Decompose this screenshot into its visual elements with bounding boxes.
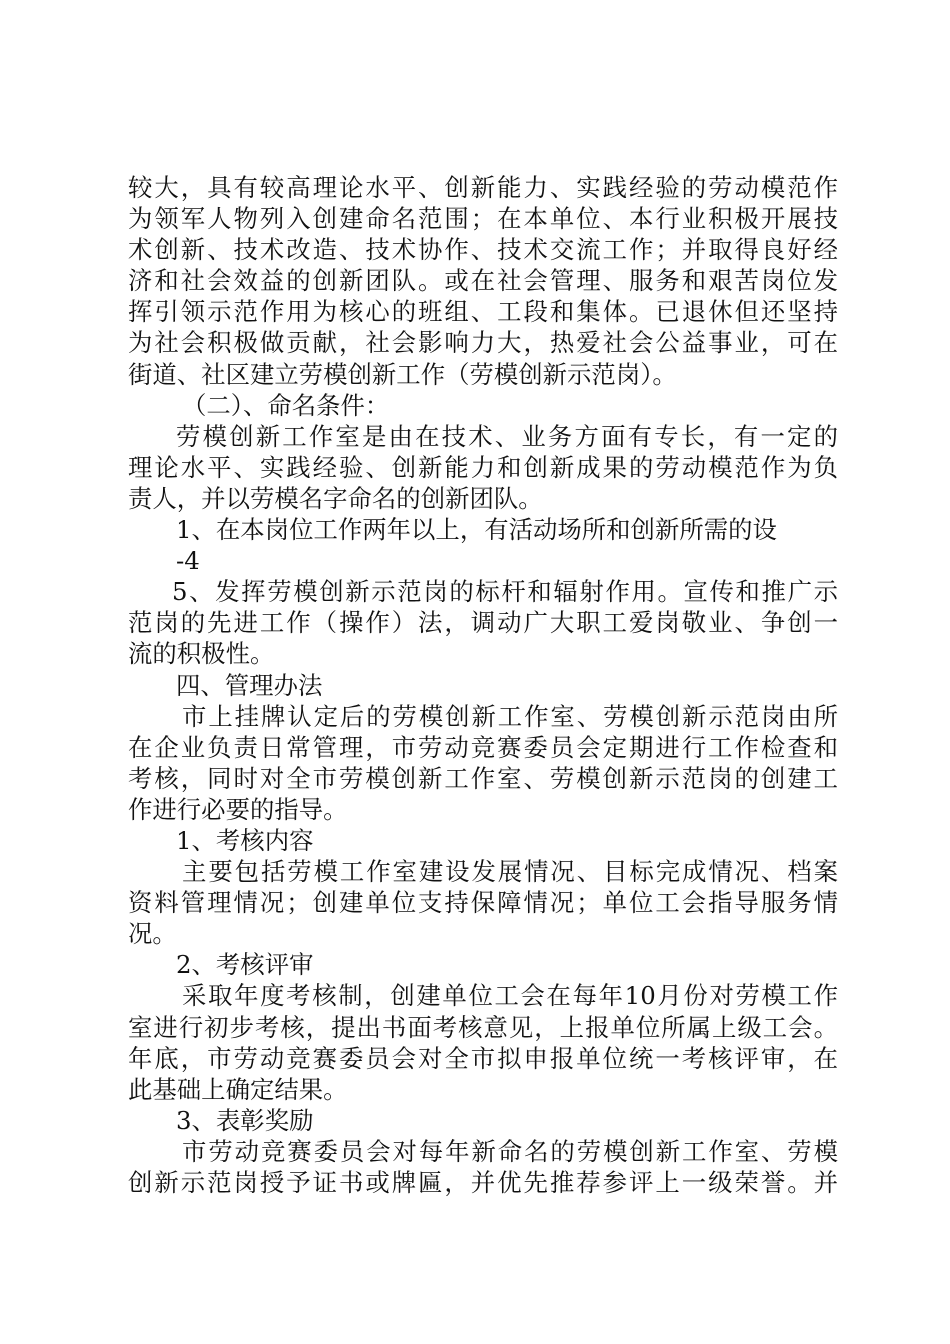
text-line: 3、表彰奖励 <box>176 1105 314 1135</box>
text-line: 术创新、技术改造、技术协作、技术交流工作；并取得良好经 <box>128 235 838 265</box>
text-line: 理论水平、实践经验、创新能力和创新成果的劳动模范作为负 <box>128 452 838 482</box>
text-line: 市劳动竞赛委员会对每年新命名的劳模创新工作室、劳模 <box>182 1136 838 1166</box>
text-line: 1、在本岗位工作两年以上，有活动场所和创新所需的设 <box>176 515 777 545</box>
text-line: 四、管理办法 <box>176 670 323 700</box>
text-line: 责人，并以劳模名字命名的创新团队。 <box>128 483 543 513</box>
text-line: 范岗的先进工作（操作）法，调动广大职工爱岗敬业、争创一 <box>128 608 838 638</box>
text-line: 2、考核评审 <box>176 950 314 980</box>
text-line: 考核，同时对全市劳模创新工作室、劳模创新示范岗的创建工 <box>128 763 838 793</box>
text-line: 济和社会效益的创新团队。或在社会管理、服务和艰苦岗位发 <box>128 266 838 296</box>
text-line: （二）、命名条件： <box>182 390 390 420</box>
text-line: 劳模创新工作室是由在技术、业务方面有专长，有一定的 <box>176 421 838 451</box>
text-line: 此基础上确定结果。 <box>128 1074 348 1104</box>
text-line: 为社会积极做贡献，社会影响力大，热爱社会公益事业，可在 <box>128 328 838 358</box>
text-line: 采取年度考核制，创建单位工会在每年10月份对劳模工作 <box>182 981 838 1011</box>
text-line: 资料管理情况；创建单位支持保障情况；单位工会指导服务情 <box>128 888 838 918</box>
text-line: 5、发挥劳模创新示范岗的标杆和辐射作用。宣传和推广示 <box>172 577 838 607</box>
text-line: 街道、社区建立劳模创新工作（劳模创新示范岗）。 <box>128 359 677 389</box>
text-line: 为领军人物列入创建命名范围；在本单位、本行业积极开展技 <box>128 204 838 234</box>
text-line: 作进行必要的指导。 <box>128 794 348 824</box>
text-line: 挥引领示范作用为核心的班组、工段和集体。已退休但还坚持 <box>128 297 838 327</box>
text-line: 室进行初步考核，提出书面考核意见，上报单位所属上级工会。 <box>128 1012 838 1042</box>
text-line: -4 <box>176 546 200 576</box>
text-line: 主要包括劳模工作室建设发展情况、目标完成情况、档案 <box>182 857 838 887</box>
text-line: 1、考核内容 <box>176 825 314 855</box>
text-line: 在企业负责日常管理，市劳动竞赛委员会定期进行工作检查和 <box>128 732 838 762</box>
text-line: 年底，市劳动竞赛委员会对全市拟申报单位统一考核评审，在 <box>128 1043 838 1073</box>
text-line: 况。 <box>128 919 177 949</box>
text-line: 较大，具有较高理论水平、创新能力、实践经验的劳动模范作 <box>128 173 838 202</box>
text-line: 创新示范岗授予证书或牌匾，并优先推荐参评上一级荣誉。并 <box>128 1168 838 1197</box>
text-line: 流的积极性。 <box>128 639 275 669</box>
document-body <box>128 172 838 1198</box>
text-line: 市上挂牌认定后的劳模创新工作室、劳模创新示范岗由所 <box>182 701 838 731</box>
